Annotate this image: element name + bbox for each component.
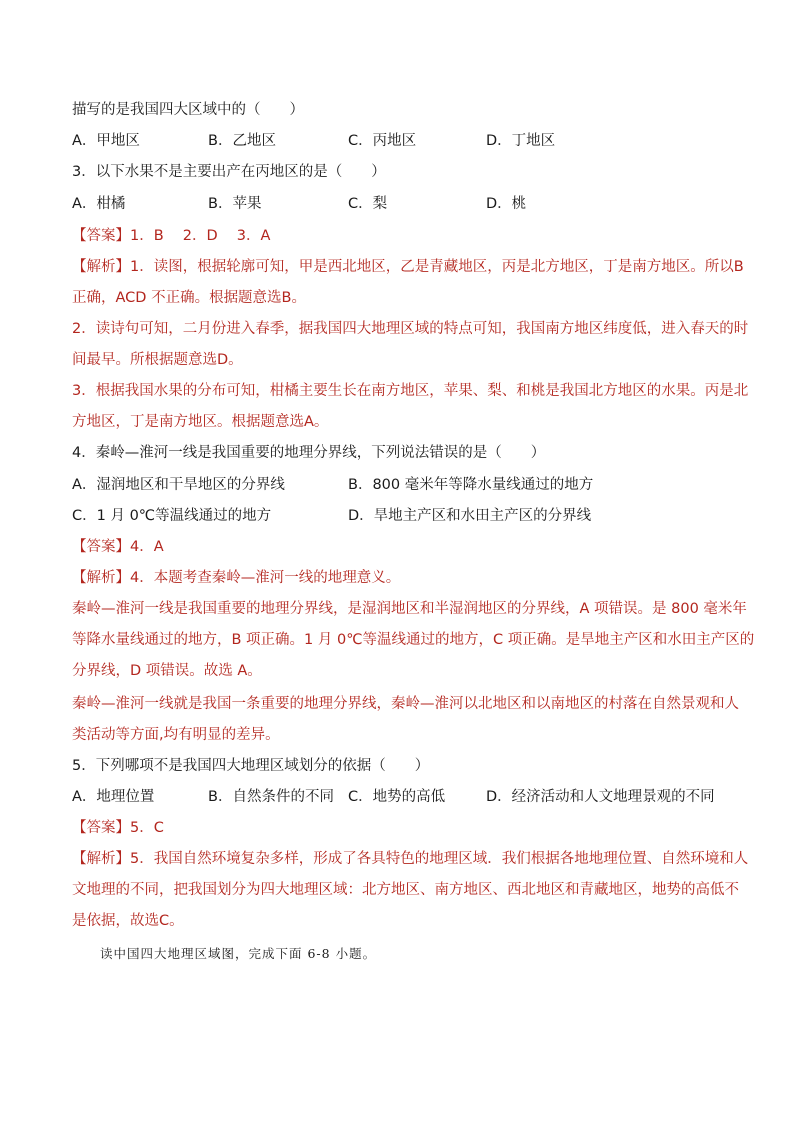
q3-option-b: B．苹果: [208, 196, 262, 212]
analysis-2-line-3: 等降水量线通过的地方，B 项正确。1 月 0℃等温线通过的地方，C 项正确。是旱地主产区和水田主产区的: [72, 632, 755, 648]
answer-text: 1．B 2．D 3．A: [130, 228, 271, 244]
analysis-3-line-3: 是依据，故选C。: [72, 913, 184, 929]
analysis-3-line-1: [72, 849, 749, 869]
answer-block-2: [72, 537, 732, 557]
q5-option-b: B．自然条件的不同: [208, 789, 334, 805]
q2-option-d: D．丁地区: [486, 133, 556, 149]
q2-option-c: C．丙地区: [348, 133, 417, 149]
analysis-1-line-4: 间最早。所根据题意选D。: [72, 352, 243, 368]
analysis-tag: 【解析】: [72, 570, 130, 586]
analysis-1-line-1: [72, 257, 744, 277]
analysis-1-line-6: 方地区，丁是南方地区。根据题意选A。: [72, 414, 329, 430]
answer-text: 4．A: [130, 539, 164, 555]
q3-option-d: D．桃: [486, 196, 527, 212]
analysis-3-line-2: 文地理的不同，把我国划分为四大地理区域：北方地区、南方地区、西北地区和青藏地区，地势的高低不: [72, 882, 739, 898]
next-questions-intro: 读中国四大地理区域图，完成下面 6-8 小题。: [100, 946, 377, 961]
answer-block-1: [72, 226, 732, 246]
q2-stem-tail: 描写的是我国四大区域中的（ ）: [72, 102, 304, 118]
q4-option-d: D．旱地主产区和水田主产区的分界线: [348, 508, 592, 524]
q3-option-a: A．柑橘: [72, 196, 126, 212]
analysis-1-line-3: 2．读诗句可知，二月份进入春季，据我国四大地理区域的特点可知，我国南方地区纬度低，进入春天的时: [72, 321, 749, 337]
q5-option-d: D．经济活动和人文地理景观的不同: [486, 789, 715, 805]
analysis-2-line-6: 类活动等方面,均有明显的差异。: [72, 727, 280, 743]
q4-stem: 4．秦岭—淮河一线是我国重要的地理分界线，下列说法错误的是（ ）: [72, 445, 546, 461]
analysis-text: 1．读图，根据轮廓可知，甲是西北地区，乙是青藏地区，丙是北方地区，丁是南方地区。所以B: [130, 259, 744, 275]
analysis-text: 5．我国自然环境复杂多样，形成了各具特色的地理区域．我们根据各地地理位置、自然环境和人: [130, 851, 749, 867]
q4-option-b: B．800 毫米年等降水量线通过的地方: [348, 477, 594, 493]
answer-block-3: [72, 818, 732, 838]
q4-option-a: A．湿润地区和干旱地区的分界线: [72, 477, 285, 493]
q3-option-c: C．梨: [348, 196, 388, 212]
answer-text: 5．C: [130, 820, 164, 836]
analysis-2-line-5: 秦岭—淮河一线就是我国一条重要的地理分界线，秦岭—淮河以北地区和以南地区的村落在自然景观和人: [72, 696, 739, 712]
analysis-2-line-1: [72, 568, 732, 588]
analysis-2-line-4: 分界线，D 项错误。故选 A。: [72, 663, 262, 679]
analysis-1-line-5: 3．根据我国水果的分布可知，柑橘主要生长在南方地区，苹果、梨、和桃是我国北方地区的水果。丙是北: [72, 383, 749, 399]
analysis-1-line-2: 正确，ACD 不正确。根据题意选B。: [72, 290, 307, 306]
q2-option-a: A．甲地区: [72, 133, 140, 149]
analysis-tag: 【解析】: [72, 259, 130, 275]
answer-tag: 【答案】: [72, 228, 130, 244]
q5-option-a: A．地理位置: [72, 789, 155, 805]
answer-tag: 【答案】: [72, 539, 130, 555]
answer-tag: 【答案】: [72, 820, 130, 836]
q2-option-b: B．乙地区: [208, 133, 276, 149]
q4-option-c: C．1 月 0℃等温线通过的地方: [72, 508, 272, 524]
q5-option-c: C．地势的高低: [348, 789, 446, 805]
analysis-text: 4．本题考查秦岭—淮河一线的地理意义。: [130, 570, 401, 586]
analysis-2-line-2: 秦岭—淮河一线是我国重要的地理分界线，是湿润地区和半湿润地区的分界线，A 项错误。是 800 毫米年: [72, 601, 747, 617]
analysis-tag: 【解析】: [72, 851, 130, 867]
q5-stem: 5．下列哪项不是我国四大地理区域划分的依据（ ）: [72, 758, 430, 774]
q3-stem: 3．以下水果不是主要出产在丙地区的是（ ）: [72, 164, 386, 180]
